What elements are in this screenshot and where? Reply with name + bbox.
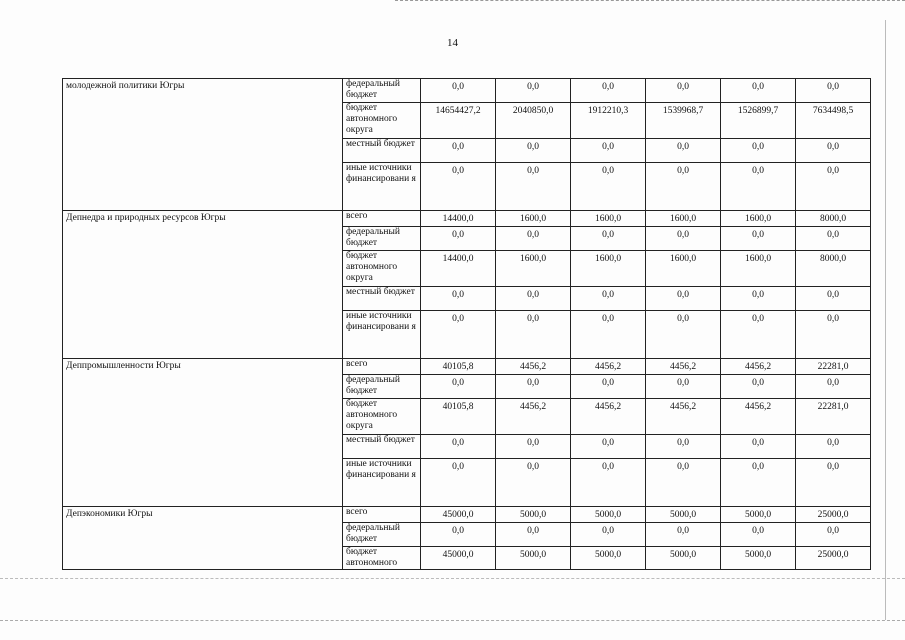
value-cell: 0,0 — [421, 79, 496, 103]
funding-source-cell: федеральный бюджет — [343, 523, 421, 547]
value-cell: 0,0 — [496, 311, 571, 359]
value-cell: 0,0 — [496, 139, 571, 163]
value-cell: 14654427,2 — [421, 103, 496, 139]
funding-source-cell: бюджет автономного округа — [343, 399, 421, 435]
scan-bottom-edge — [0, 620, 905, 621]
scan-top-edge — [395, 0, 905, 1]
funding-source-cell: бюджет автономного округа — [343, 251, 421, 287]
value-cell: 1539968,7 — [646, 103, 721, 139]
value-cell: 0,0 — [646, 227, 721, 251]
value-cell: 0,0 — [571, 459, 646, 507]
value-cell: 8000,0 — [796, 251, 871, 287]
value-cell: 0,0 — [721, 287, 796, 311]
value-cell: 0,0 — [571, 163, 646, 211]
value-cell: 1600,0 — [646, 251, 721, 287]
funding-source-cell: местный бюджет — [343, 287, 421, 311]
value-cell: 0,0 — [646, 139, 721, 163]
table-container — [62, 78, 882, 580]
value-cell: 0,0 — [721, 79, 796, 103]
value-cell: 1600,0 — [496, 211, 571, 227]
funding-source-cell: местный бюджет — [343, 139, 421, 163]
value-cell: 40105,8 — [421, 399, 496, 435]
value-cell: 0,0 — [496, 227, 571, 251]
value-cell: 45000,0 — [421, 547, 496, 570]
funding-source-cell: местный бюджет — [343, 435, 421, 459]
funding-source-cell: федеральный бюджет — [343, 79, 421, 103]
value-cell: 0,0 — [646, 459, 721, 507]
value-cell: 4456,2 — [571, 399, 646, 435]
value-cell: 0,0 — [646, 523, 721, 547]
value-cell: 4456,2 — [721, 359, 796, 375]
value-cell: 0,0 — [721, 163, 796, 211]
value-cell: 1912210,3 — [571, 103, 646, 139]
value-cell: 25000,0 — [796, 507, 871, 523]
funding-source-cell: всего — [343, 507, 421, 523]
funding-source-cell: всего — [343, 359, 421, 375]
value-cell: 0,0 — [421, 311, 496, 359]
value-cell: 0,0 — [421, 459, 496, 507]
value-cell: 0,0 — [421, 163, 496, 211]
value-cell: 0,0 — [646, 79, 721, 103]
value-cell: 0,0 — [796, 523, 871, 547]
value-cell: 1600,0 — [721, 251, 796, 287]
value-cell: 5000,0 — [646, 507, 721, 523]
value-cell: 0,0 — [646, 375, 721, 399]
funding-source-cell: иные источники финансировани я — [343, 311, 421, 359]
value-cell: 0,0 — [796, 435, 871, 459]
value-cell: 0,0 — [421, 287, 496, 311]
value-cell: 0,0 — [721, 459, 796, 507]
funding-source-cell: иные источники финансировани я — [343, 163, 421, 211]
page-number: 14 — [447, 37, 458, 49]
value-cell: 0,0 — [496, 435, 571, 459]
value-cell: 5000,0 — [496, 507, 571, 523]
value-cell: 0,0 — [721, 435, 796, 459]
value-cell: 0,0 — [796, 139, 871, 163]
value-cell: 4456,2 — [646, 359, 721, 375]
value-cell: 0,0 — [646, 287, 721, 311]
value-cell: 4456,2 — [646, 399, 721, 435]
funding-source-cell: иные источники финансировани я — [343, 459, 421, 507]
funding-source-cell: федеральный бюджет — [343, 227, 421, 251]
value-cell: 45000,0 — [421, 507, 496, 523]
value-cell: 0,0 — [421, 227, 496, 251]
value-cell: 8000,0 — [796, 211, 871, 227]
value-cell: 0,0 — [421, 523, 496, 547]
value-cell: 0,0 — [721, 523, 796, 547]
value-cell: 4456,2 — [721, 399, 796, 435]
value-cell: 0,0 — [646, 435, 721, 459]
value-cell: 0,0 — [571, 375, 646, 399]
value-cell: 5000,0 — [721, 547, 796, 570]
value-cell: 0,0 — [571, 139, 646, 163]
value-cell: 0,0 — [646, 311, 721, 359]
value-cell: 5000,0 — [646, 547, 721, 570]
value-cell: 0,0 — [496, 287, 571, 311]
org-name-cell: Деппромышленности Югры — [63, 359, 343, 507]
value-cell: 0,0 — [721, 227, 796, 251]
value-cell: 0,0 — [796, 79, 871, 103]
value-cell: 22281,0 — [796, 359, 871, 375]
table-row — [63, 211, 871, 227]
value-cell: 1600,0 — [646, 211, 721, 227]
value-cell: 0,0 — [796, 459, 871, 507]
org-name-cell: Депнедра и природных ресурсов Югры — [63, 211, 343, 359]
value-cell: 4456,2 — [496, 399, 571, 435]
value-cell: 0,0 — [421, 375, 496, 399]
value-cell: 0,0 — [571, 435, 646, 459]
table-row — [63, 359, 871, 375]
value-cell: 2040850,0 — [496, 103, 571, 139]
value-cell: 0,0 — [571, 523, 646, 547]
value-cell: 5000,0 — [571, 507, 646, 523]
value-cell: 0,0 — [796, 311, 871, 359]
value-cell: 1526899,7 — [721, 103, 796, 139]
value-cell: 25000,0 — [796, 547, 871, 570]
value-cell: 14400,0 — [421, 251, 496, 287]
value-cell: 0,0 — [796, 163, 871, 211]
value-cell: 1600,0 — [496, 251, 571, 287]
value-cell: 0,0 — [796, 287, 871, 311]
value-cell: 0,0 — [421, 139, 496, 163]
funding-source-cell: бюджет автономного округа — [343, 103, 421, 139]
value-cell: 0,0 — [721, 311, 796, 359]
value-cell: 0,0 — [721, 139, 796, 163]
table-row — [63, 79, 871, 103]
value-cell: 5000,0 — [721, 507, 796, 523]
value-cell: 40105,8 — [421, 359, 496, 375]
value-cell: 1600,0 — [571, 251, 646, 287]
value-cell: 0,0 — [496, 79, 571, 103]
value-cell: 0,0 — [721, 375, 796, 399]
funding-source-cell: федеральный бюджет — [343, 375, 421, 399]
value-cell: 0,0 — [496, 163, 571, 211]
budget-table — [62, 78, 871, 570]
value-cell: 22281,0 — [796, 399, 871, 435]
value-cell: 1600,0 — [721, 211, 796, 227]
value-cell: 0,0 — [796, 375, 871, 399]
value-cell: 5000,0 — [496, 547, 571, 570]
value-cell: 0,0 — [571, 287, 646, 311]
funding-source-cell: бюджет автономного — [343, 547, 421, 570]
value-cell: 0,0 — [496, 459, 571, 507]
value-cell: 0,0 — [571, 311, 646, 359]
value-cell: 0,0 — [421, 435, 496, 459]
value-cell: 4456,2 — [571, 359, 646, 375]
value-cell: 5000,0 — [571, 547, 646, 570]
table-row — [63, 507, 871, 523]
value-cell: 14400,0 — [421, 211, 496, 227]
value-cell: 4456,2 — [496, 359, 571, 375]
org-name-cell: Депэкономики Югры — [63, 507, 343, 570]
value-cell: 0,0 — [496, 523, 571, 547]
funding-source-cell: всего — [343, 211, 421, 227]
value-cell: 0,0 — [496, 375, 571, 399]
scan-right-edge — [885, 20, 886, 620]
value-cell: 7634498,5 — [796, 103, 871, 139]
value-cell: 1600,0 — [571, 211, 646, 227]
value-cell: 0,0 — [796, 227, 871, 251]
value-cell: 0,0 — [571, 227, 646, 251]
value-cell: 0,0 — [646, 163, 721, 211]
value-cell: 0,0 — [571, 79, 646, 103]
org-name-cell: молодежной политики Югры — [63, 79, 343, 211]
